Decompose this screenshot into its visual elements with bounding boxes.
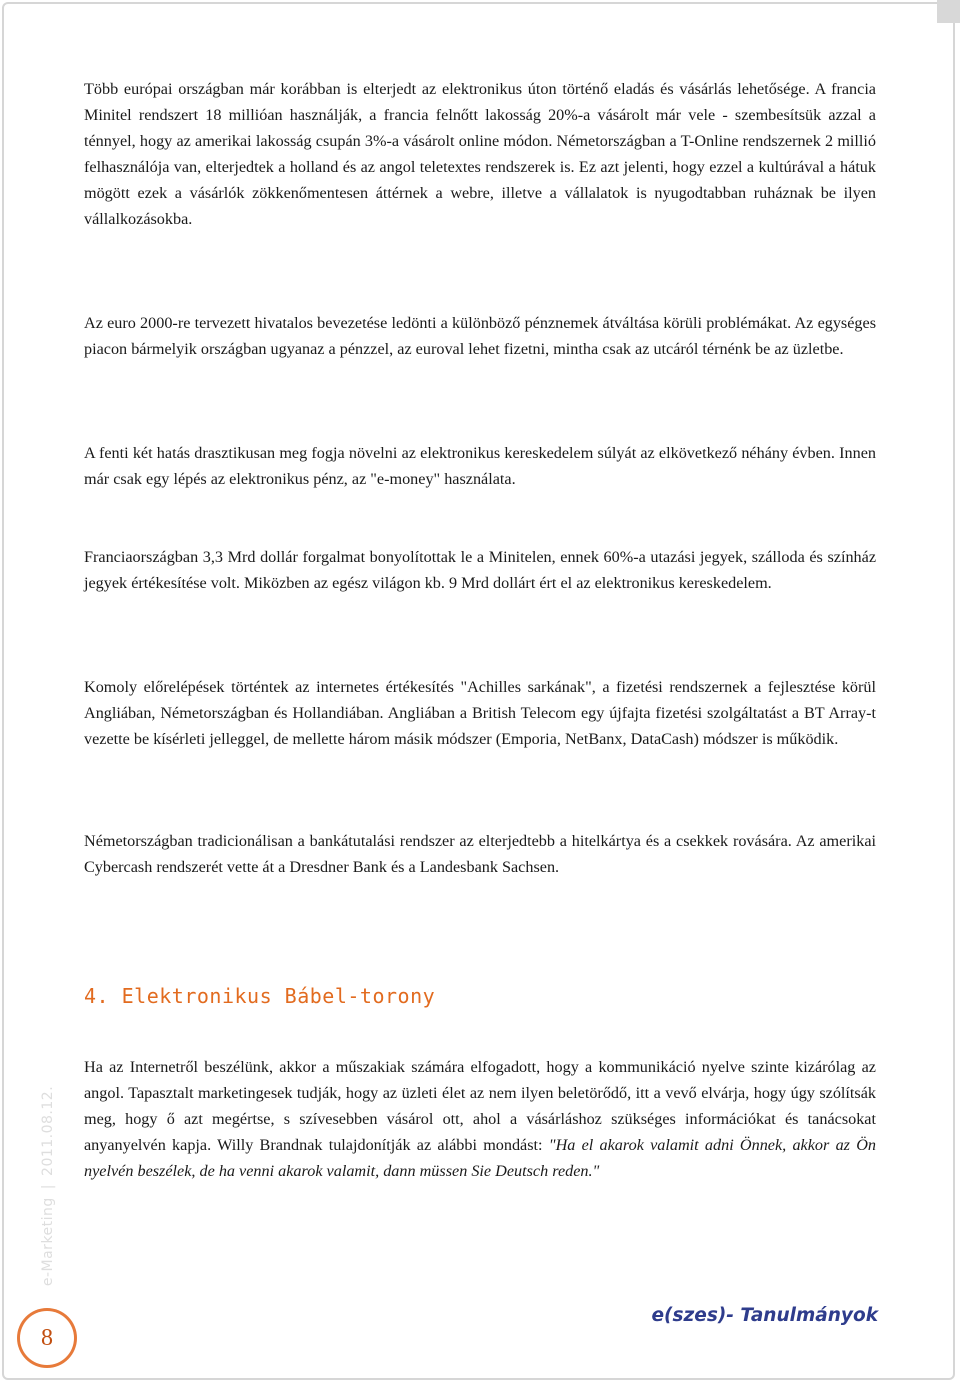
section-intro-text: Ha az Internetről beszélünk, akkor a műszakiak számára elfogadott, hogy a kommunikáció nyelve szinte kizárólag az angol. Tapasztalt marketingesek tudják, hogy az üzleti élet az nem ilyen beletörődő, itt a vevő elvárja, hogy úgy szólítsák meg, hogy ő azt megértse, s szívesebben vásárol ott, ahol a vásárláshoz szükséges információkat és tanácsokat anyanyelvén kapja. Willy Brandnak tulajdonítják az alábbi mondást: <box>84 1058 876 1155</box>
corner-decoration <box>937 0 960 23</box>
paragraph-e-money: A fenti két hatás drasztikusan meg fogja növelni az elektronikus kereskedelem súlyát az elkövetkező néhány évben. Innen már csak egy lépés az elektronikus pénz, az "e-money" használata. <box>84 444 876 489</box>
section-intro-paragraph <box>84 1054 876 1184</box>
side-label <box>40 1086 56 1286</box>
paragraph-france-revenue: Franciaországban 3,3 Mrd dollár forgalmat bonyolítottak le a Minitelen, ennek 60%-a utazási jegyek, szálloda és színház jegyek értékesítése volt. Miközben az egész világon kb. 9 Mrd dollárt ért el az elektronikus kereskedelem. <box>84 548 876 593</box>
side-label-title: e-Marketing <box>40 1197 56 1287</box>
series-title: e(szes)- Tanulmányok <box>651 1305 878 1326</box>
side-label-separator: | <box>40 1183 56 1190</box>
paragraph-germany-banking: Németországban tradicionálisan a bankátutalási rendszer az elterjedtebb a hitelkártya és a csekkek rovására. Az amerikai Cybercash rendszerét vette át a Dresdner Bank és a Landesbank Sachsen. <box>84 832 876 877</box>
section-heading: 4. Elektronikus Bábel-torony <box>84 984 436 1008</box>
page-number-badge-inner <box>20 1311 74 1365</box>
paragraph-euro: Az euro 2000-re tervezett hivatalos bevezetése ledönti a különböző pénznemek átváltása körüli problémákat. Az egységes piacon bármelyik országban ugyanaz a pénzzel, az euroval lehet fizetni, mintha csak az utcáról térnénk be az üzletbe. <box>84 314 876 359</box>
side-label-date: 2011.08.12. <box>40 1085 56 1176</box>
page-number-badge <box>17 1308 77 1368</box>
paragraph-payment-systems: Komoly előrelépések történtek az internetes értékesítés "Achilles sarkának", a fizetési rendszernek a fejlesztése körül Angliában, Németországban és Hollandiában. Angliában a British Telecom egy újfajta fizetési szolgáltatást a BT Array-t vezette be kísérleti jelleggel, de mellette három másik módszer (Emporia, NetBanx, DataCash) módszer is működik. <box>84 678 876 749</box>
brandt-quote: "Ha el akarok valamit adni Önnek, akkor az Ön nyelvén beszélek, de ha venni akarok valamit, dann müssen Sie Deutsch reden." <box>84 1136 876 1181</box>
paragraph-minitel: Több európai országban már korábban is elterjedt az elektronikus úton történő eladás és vásárlás lehetősége. A francia Minitel rendszert 18 millióan használják, a francia felnőtt lakosság 20%-a vásárolt már vele - szembesítsük azzal a ténnyel, hogy az amerikai lakosság csupán 3%-a vásárolt online módon. Németországban a T-Online rendszernek 2 millió felhasználója van, elterjedtek a holland és az angol teletextes rendszerek is. Ez azt jelenti, hogy ezzel a kultúrával a hátuk mögött ezek a vásárlók zökkenőmentesen áttérnek a webre, illetve a vállalatok is nyugodtabban ruháznak be ilyen vállalkozásokba. <box>84 80 876 229</box>
page-number: 8 <box>41 1324 53 1351</box>
